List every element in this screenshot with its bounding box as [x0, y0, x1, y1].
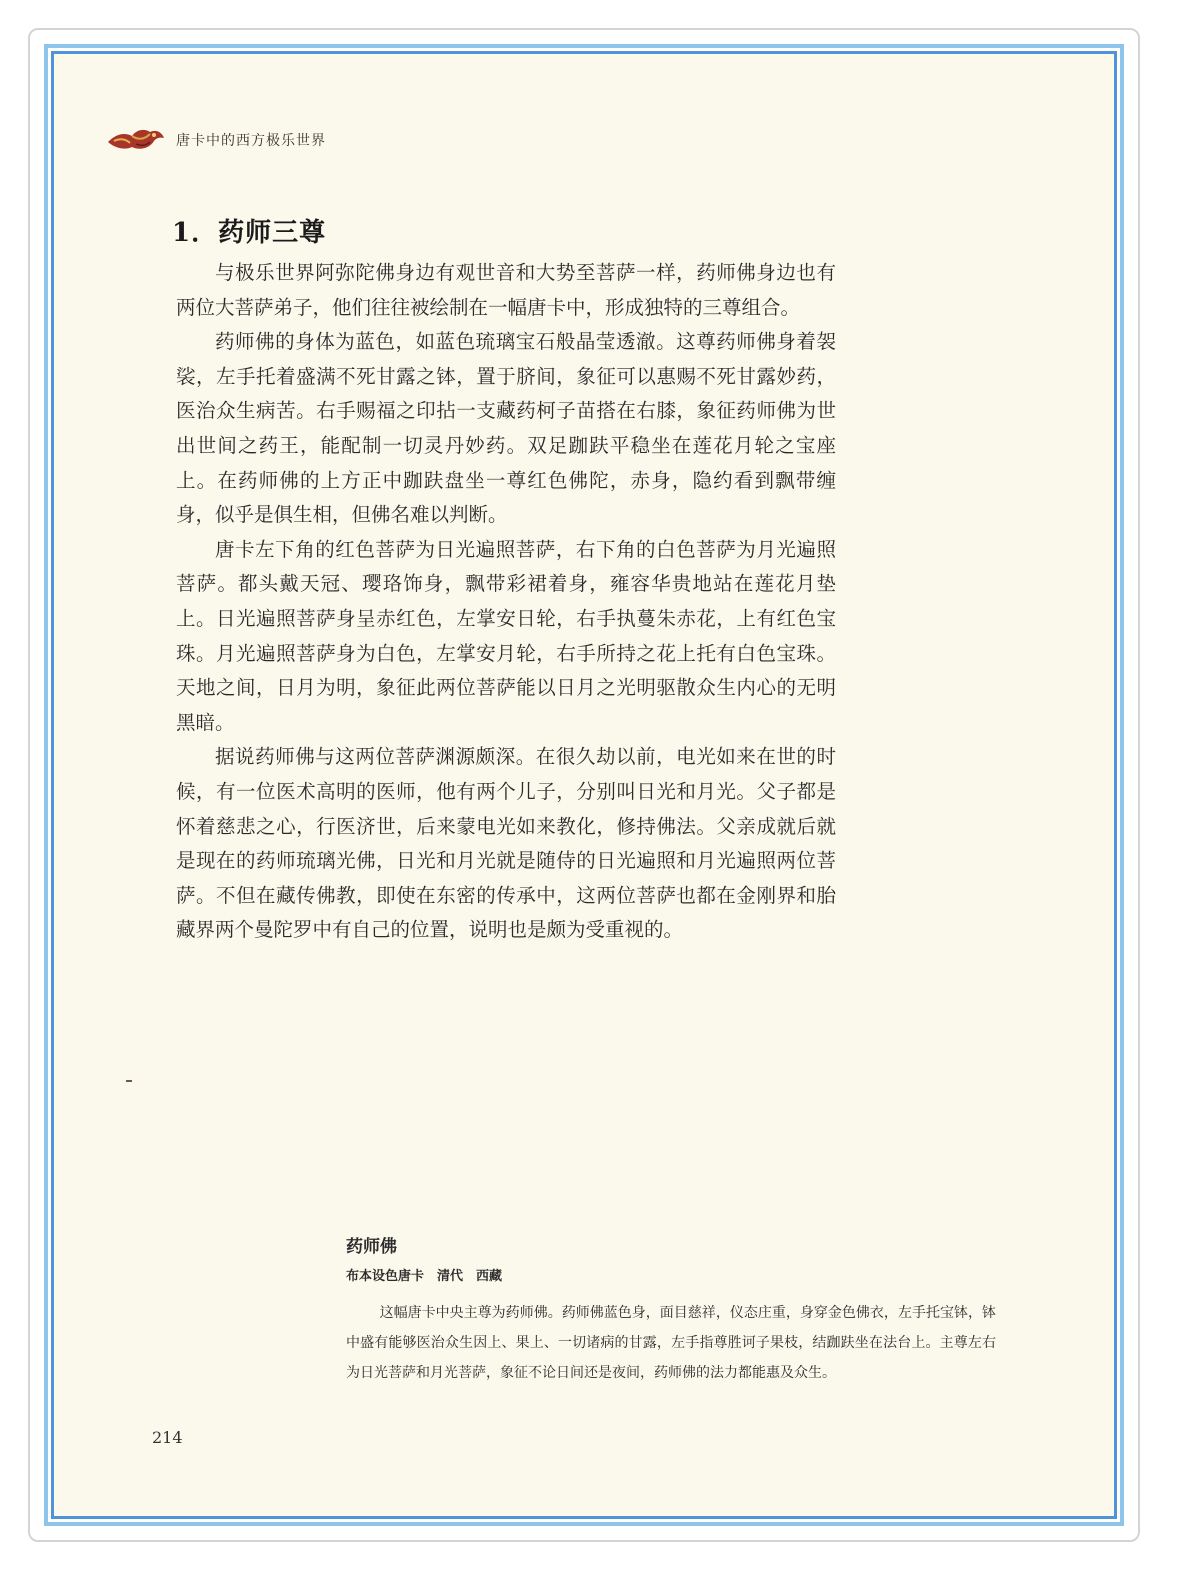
paragraph-3: 唐卡左下角的红色菩萨为日光遍照菩萨，右下角的白色菩萨为月光遍照菩萨。都头戴天冠、璎珞饰身，飘带彩裙着身，雍容华贵地站在莲花月垫上。日光遍照菩萨身呈赤红色，左掌安日轮，右手执蔓朱赤花，上有红色宝珠。月光遍照菩萨身为白色，左掌安月轮，右手所持之花上托有白色宝珠。天地之间，日月为明，象征此两位菩萨能以日月之光明驱散众生内心的无明黑暗。 [176, 537, 836, 734]
caption-body: 这幅唐卡中央主尊为药师佛。药师佛蓝色身，面目慈祥，仪态庄重，身穿金色佛衣，左手托宝钵，钵中盛有能够医治众生因上、果上、一切诸病的甘露，左手指尊胜诃子果枝，结跏趺坐在法台上。主尊左右为日光菩萨和月光菩萨，象征不论日间还是夜间，药师佛的法力都能惠及众生。 [346, 1305, 996, 1381]
blue-border-frame [44, 44, 1124, 1526]
paragraph-1: 与极乐世界阿弥陀佛身边有观世音和大势至菩萨一样，药师佛身边也有两位大菩萨弟子，他们往往被绘制在一幅唐卡中，形成独特的三尊组合。 [176, 261, 836, 319]
running-title: 唐卡中的西方极乐世界 [176, 133, 326, 149]
caption-title: 药师佛 [346, 1237, 397, 1257]
paragraph-4: 据说药师佛与这两位菩萨渊源颇深。在很久劫以前，电光如来在世的时候，有一位医术高明的医师，他有两个儿子，分别叫日光和月光。父子都是怀着慈悲之心，行医济世，后来蒙电光如来教化，修持佛法。父亲成就后就是现在的药师琉璃光佛，日光和月光就是随侍的日光遍照和月光遍照两位菩萨。不但在藏传佛教，即使在东密的传承中，这两位菩萨也都在金刚界和胎藏界两个曼陀罗中有自己的位置，说明也是颇为受重视的。 [176, 745, 836, 942]
section-title: 1．药师三尊 [172, 218, 327, 248]
caption-subtitle: 布本设色唐卡 清代 西藏 [346, 1269, 503, 1284]
page-number: 214 [152, 1428, 183, 1447]
paragraph-2: 药师佛的身体为蓝色，如蓝色琉璃宝石般晶莹透澈。这尊药师佛身着袈裟，左手托着盛满不死甘露之钵，置于脐间，象征可以惠赐不死甘露妙药，医治众生病苦。右手赐福之印拈一支藏药柯子苗搭在右膝，象征药师佛为世出世间之药王，能配制一切灵丹妙药。双足跏趺平稳坐在莲花月轮之宝座上。在药师佛的上方正中跏趺盘坐一尊红色佛陀，赤身，隐约看到飘带缠身，似乎是俱生相，但佛名难以判断。 [176, 330, 836, 527]
